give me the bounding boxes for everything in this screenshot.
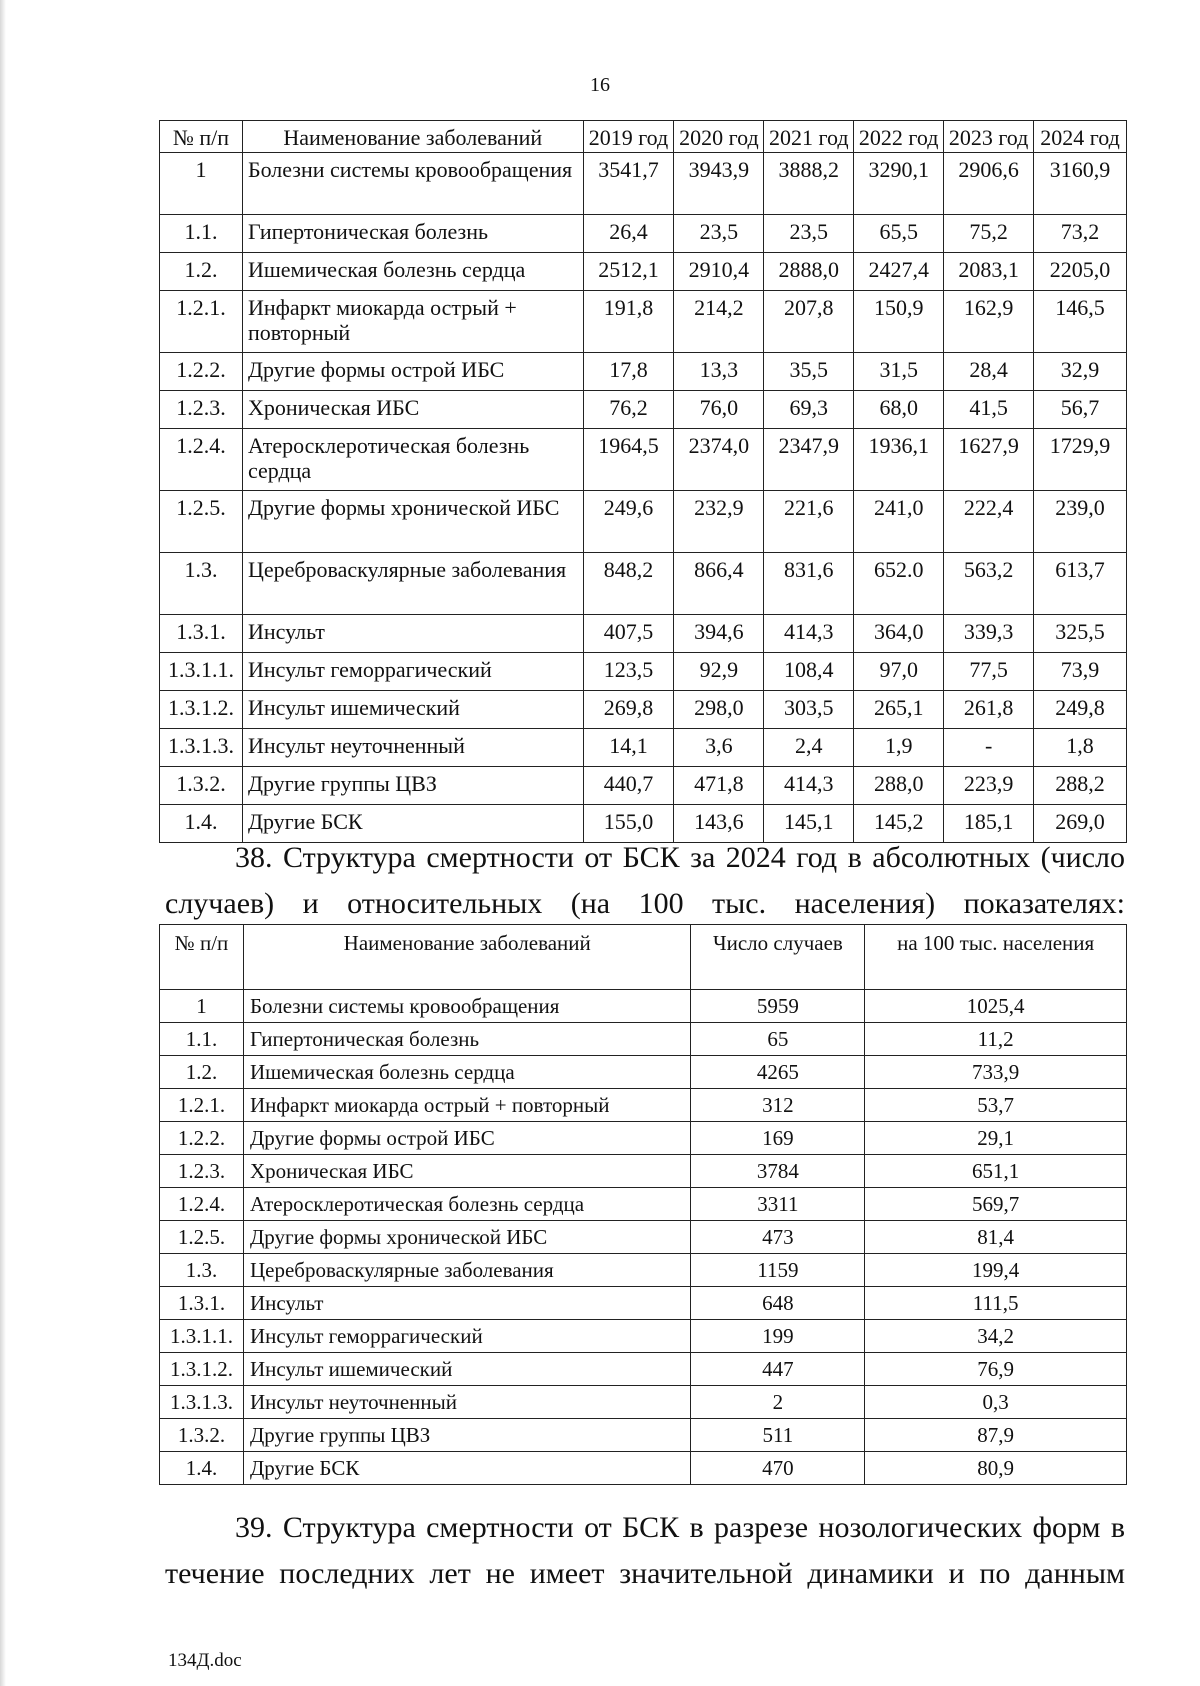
disease-name-cell: Инсульт	[242, 615, 583, 653]
disease-name-cell: Болезни системы кровообращения	[243, 990, 691, 1023]
year-value-cell: 143,6	[674, 805, 764, 843]
year-value-cell: 613,7	[1034, 553, 1127, 615]
cases-cell: 312	[691, 1089, 865, 1122]
disease-name-cell: Хроническая ИБС	[242, 391, 583, 429]
year-value-cell: 14,1	[583, 729, 674, 767]
disease-name-cell: Другие формы хронической ИБС	[243, 1221, 691, 1254]
table-row	[160, 215, 1127, 253]
year-value-cell: 76,0	[674, 391, 764, 429]
year-value-cell: 75,2	[944, 215, 1034, 253]
year-value-cell: 325,5	[1034, 615, 1127, 653]
year-value-cell: 3888,2	[764, 153, 854, 215]
disease-name-cell: Другие БСК	[243, 1452, 691, 1485]
row-number-cell: 1.2.	[160, 1056, 244, 1089]
year-value-cell: 92,9	[674, 653, 764, 691]
year-value-cell: 288,2	[1034, 767, 1127, 805]
table-row	[160, 615, 1127, 653]
row-number-cell: 1.2.2.	[160, 1122, 244, 1155]
table-row	[160, 1089, 1127, 1122]
row-number-cell: 1.3.1.2.	[160, 1353, 244, 1386]
year-value-cell: 65,5	[854, 215, 944, 253]
table-row	[160, 1452, 1127, 1485]
table-row	[160, 1353, 1127, 1386]
year-value-cell: 68,0	[854, 391, 944, 429]
table-row	[160, 553, 1127, 615]
row-number-cell: 1	[160, 153, 243, 215]
table-row	[160, 1188, 1127, 1221]
year-value-cell: 97,0	[854, 653, 944, 691]
table-row	[160, 1320, 1127, 1353]
year-value-cell: 26,4	[583, 215, 674, 253]
per-100k-cell: 1025,4	[865, 990, 1127, 1023]
year-value-cell: 269,0	[1034, 805, 1127, 843]
header-cell: Наименование заболеваний	[242, 121, 583, 153]
page-number: 16	[590, 74, 610, 96]
year-value-cell: 221,6	[764, 491, 854, 553]
year-value-cell: 207,8	[764, 291, 854, 353]
disease-name-cell: Инфаркт миокарда острый + повторный	[242, 291, 583, 353]
year-value-cell: 1,8	[1034, 729, 1127, 767]
year-value-cell: 414,3	[764, 767, 854, 805]
cases-cell: 169	[691, 1122, 865, 1155]
table-row	[160, 291, 1127, 353]
cases-cell: 473	[691, 1221, 865, 1254]
disease-name-cell: Инсульт геморрагический	[243, 1320, 691, 1353]
table-row	[160, 429, 1127, 491]
year-value-cell: 185,1	[944, 805, 1034, 843]
year-value-cell: 23,5	[674, 215, 764, 253]
year-value-cell: 269,8	[583, 691, 674, 729]
disease-name-cell: Хроническая ИБС	[243, 1155, 691, 1188]
cases-cell: 4265	[691, 1056, 865, 1089]
per-100k-cell: 80,9	[865, 1452, 1127, 1485]
year-value-cell: 249,6	[583, 491, 674, 553]
year-value-cell: 223,9	[944, 767, 1034, 805]
header-cell: на 100 тыс. населения	[865, 925, 1127, 990]
table-row	[160, 990, 1127, 1023]
disease-name-cell: Гипертоническая болезнь	[242, 215, 583, 253]
year-value-cell: 76,2	[583, 391, 674, 429]
year-value-cell: 831,6	[764, 553, 854, 615]
row-number-cell: 1.3.1.	[160, 615, 243, 653]
paragraph-38-text: 38. Структура смертности от БСК за 2024 год в абсолютных (число случаев) и относительных (на 100 тыс. населения) показателях:	[165, 841, 1125, 920]
header-cell: 2023 год	[944, 121, 1034, 153]
year-value-cell: 2205,0	[1034, 253, 1127, 291]
table-row	[160, 1023, 1127, 1056]
year-value-cell: 239,0	[1034, 491, 1127, 553]
table-header-row	[160, 925, 1127, 990]
year-value-cell: 1964,5	[583, 429, 674, 491]
year-value-cell: 2910,4	[674, 253, 764, 291]
disease-name-cell: Атеросклеротическая болезнь сердца	[242, 429, 583, 491]
row-number-cell: 1.3.2.	[160, 1419, 244, 1452]
header-cell: 2021 год	[764, 121, 854, 153]
row-number-cell: 1.3.	[160, 1254, 244, 1287]
table-row	[160, 491, 1127, 553]
disease-name-cell: Цереброваскулярные заболевания	[243, 1254, 691, 1287]
year-value-cell: 3160,9	[1034, 153, 1127, 215]
table-row	[160, 153, 1127, 215]
year-value-cell: 13,3	[674, 353, 764, 391]
year-value-cell: 155,0	[583, 805, 674, 843]
year-value-cell: 123,5	[583, 653, 674, 691]
disease-name-cell: Ишемическая болезнь сердца	[242, 253, 583, 291]
per-100k-cell: 34,2	[865, 1320, 1127, 1353]
disease-name-cell: Инфаркт миокарда острый + повторный	[243, 1089, 691, 1122]
disease-name-cell: Инсульт ишемический	[243, 1353, 691, 1386]
row-number-cell: 1.2.4.	[160, 429, 243, 491]
year-value-cell: 2083,1	[944, 253, 1034, 291]
per-100k-cell: 199,4	[865, 1254, 1127, 1287]
row-number-cell: 1.2.1.	[160, 291, 243, 353]
per-100k-cell: 81,4	[865, 1221, 1127, 1254]
header-cell: 2019 год	[583, 121, 674, 153]
year-value-cell: 1,9	[854, 729, 944, 767]
disease-name-cell: Инсульт неуточненный	[242, 729, 583, 767]
per-100k-cell: 0,3	[865, 1386, 1127, 1419]
per-100k-cell: 76,9	[865, 1353, 1127, 1386]
year-value-cell: 2427,4	[854, 253, 944, 291]
per-100k-cell: 111,5	[865, 1287, 1127, 1320]
header-cell: № п/п	[160, 925, 244, 990]
scan-edge	[0, 0, 6, 1686]
year-value-cell: 1729,9	[1034, 429, 1127, 491]
year-value-cell: 28,4	[944, 353, 1034, 391]
mortality-structure-2024-table	[159, 924, 1127, 1485]
year-value-cell: 339,3	[944, 615, 1034, 653]
year-value-cell: 414,3	[764, 615, 854, 653]
year-value-cell: 32,9	[1034, 353, 1127, 391]
year-value-cell: 563,2	[944, 553, 1034, 615]
disease-name-cell: Другие формы острой ИБС	[242, 353, 583, 391]
table-row	[160, 691, 1127, 729]
year-value-cell: 3,6	[674, 729, 764, 767]
year-value-cell: 848,2	[583, 553, 674, 615]
cases-cell: 65	[691, 1023, 865, 1056]
paragraph-38	[165, 835, 1125, 927]
table-row	[160, 1056, 1127, 1089]
disease-name-cell: Другие группы ЦВЗ	[242, 767, 583, 805]
row-number-cell: 1.1.	[160, 215, 243, 253]
year-value-cell: 241,0	[854, 491, 944, 553]
row-number-cell: 1.2.5.	[160, 1221, 244, 1254]
per-100k-cell: 651,1	[865, 1155, 1127, 1188]
row-number-cell: 1.4.	[160, 1452, 244, 1485]
year-value-cell: 265,1	[854, 691, 944, 729]
per-100k-cell: 87,9	[865, 1419, 1127, 1452]
paragraph-39-text: 39. Структура смертности от БСК в разрезе нозологических форм в течение последних лет не имеет значительной динамики и по данным	[165, 1511, 1125, 1590]
year-value-cell: 2906,6	[944, 153, 1034, 215]
header-cell: № п/п	[160, 121, 243, 153]
row-number-cell: 1.3.1.2.	[160, 691, 243, 729]
year-value-cell: 303,5	[764, 691, 854, 729]
year-value-cell: 35,5	[764, 353, 854, 391]
row-number-cell: 1.1.	[160, 1023, 244, 1056]
per-100k-cell: 569,7	[865, 1188, 1127, 1221]
year-value-cell: 146,5	[1034, 291, 1127, 353]
year-value-cell: 77,5	[944, 653, 1034, 691]
row-number-cell: 1.3.1.3.	[160, 1386, 244, 1419]
year-value-cell: 261,8	[944, 691, 1034, 729]
year-value-cell: 407,5	[583, 615, 674, 653]
year-value-cell: 298,0	[674, 691, 764, 729]
header-cell: Число случаев	[691, 925, 865, 990]
disease-name-cell: Инсульт неуточненный	[243, 1386, 691, 1419]
table-row	[160, 1155, 1127, 1188]
cases-cell: 1159	[691, 1254, 865, 1287]
year-value-cell: 56,7	[1034, 391, 1127, 429]
row-number-cell: 1.2.3.	[160, 1155, 244, 1188]
disease-name-cell: Инсульт геморрагический	[242, 653, 583, 691]
header-cell: 2020 год	[674, 121, 764, 153]
cases-cell: 447	[691, 1353, 865, 1386]
year-value-cell: -	[944, 729, 1034, 767]
table-row	[160, 653, 1127, 691]
row-number-cell: 1.2.5.	[160, 491, 243, 553]
row-number-cell: 1.4.	[160, 805, 243, 843]
year-value-cell: 41,5	[944, 391, 1034, 429]
row-number-cell: 1.3.	[160, 553, 243, 615]
year-value-cell: 2,4	[764, 729, 854, 767]
cases-cell: 648	[691, 1287, 865, 1320]
row-number-cell: 1	[160, 990, 244, 1023]
year-value-cell: 191,8	[583, 291, 674, 353]
header-cell: 2024 год	[1034, 121, 1127, 153]
table-row	[160, 1287, 1127, 1320]
year-value-cell: 222,4	[944, 491, 1034, 553]
table-row	[160, 1419, 1127, 1452]
row-number-cell: 1.2.2.	[160, 353, 243, 391]
year-value-cell: 440,7	[583, 767, 674, 805]
row-number-cell: 1.3.1.1.	[160, 653, 243, 691]
disease-name-cell: Другие формы хронической ИБС	[242, 491, 583, 553]
year-value-cell: 162,9	[944, 291, 1034, 353]
year-value-cell: 288,0	[854, 767, 944, 805]
year-value-cell: 1627,9	[944, 429, 1034, 491]
footer-filename: 134Д.doc	[168, 1650, 242, 1671]
table-row	[160, 729, 1127, 767]
year-value-cell: 214,2	[674, 291, 764, 353]
disease-name-cell: Болезни системы кровообращения	[242, 153, 583, 215]
row-number-cell: 1.3.1.	[160, 1287, 244, 1320]
year-value-cell: 73,9	[1034, 653, 1127, 691]
year-value-cell: 1936,1	[854, 429, 944, 491]
header-cell: 2022 год	[854, 121, 944, 153]
year-value-cell: 145,2	[854, 805, 944, 843]
table-row	[160, 1386, 1127, 1419]
mortality-dynamics-table	[159, 120, 1127, 843]
disease-name-cell: Гипертоническая болезнь	[243, 1023, 691, 1056]
disease-name-cell: Атеросклеротическая болезнь сердца	[243, 1188, 691, 1221]
year-value-cell: 31,5	[854, 353, 944, 391]
disease-name-cell: Другие группы ЦВЗ	[243, 1419, 691, 1452]
row-number-cell: 1.2.3.	[160, 391, 243, 429]
row-number-cell: 1.3.1.1.	[160, 1320, 244, 1353]
per-100k-cell: 53,7	[865, 1089, 1127, 1122]
row-number-cell: 1.2.	[160, 253, 243, 291]
table-row	[160, 391, 1127, 429]
disease-name-cell: Инсульт	[243, 1287, 691, 1320]
per-100k-cell: 11,2	[865, 1023, 1127, 1056]
year-value-cell: 471,8	[674, 767, 764, 805]
year-value-cell: 17,8	[583, 353, 674, 391]
disease-name-cell: Другие БСК	[242, 805, 583, 843]
year-value-cell: 73,2	[1034, 215, 1127, 253]
cases-cell: 470	[691, 1452, 865, 1485]
cases-cell: 3784	[691, 1155, 865, 1188]
disease-name-cell: Ишемическая болезнь сердца	[243, 1056, 691, 1089]
per-100k-cell: 733,9	[865, 1056, 1127, 1089]
cases-cell: 199	[691, 1320, 865, 1353]
year-value-cell: 249,8	[1034, 691, 1127, 729]
table-header-row	[160, 121, 1127, 153]
table-row	[160, 253, 1127, 291]
disease-name-cell: Цереброваскулярные заболевания	[242, 553, 583, 615]
year-value-cell: 866,4	[674, 553, 764, 615]
year-value-cell: 2347,9	[764, 429, 854, 491]
row-number-cell: 1.3.2.	[160, 767, 243, 805]
table-row	[160, 1221, 1127, 1254]
per-100k-cell: 29,1	[865, 1122, 1127, 1155]
row-number-cell: 1.3.1.3.	[160, 729, 243, 767]
year-value-cell: 652.0	[854, 553, 944, 615]
row-number-cell: 1.2.4.	[160, 1188, 244, 1221]
year-value-cell: 364,0	[854, 615, 944, 653]
paragraph-39	[165, 1505, 1125, 1597]
year-value-cell: 108,4	[764, 653, 854, 691]
cases-cell: 511	[691, 1419, 865, 1452]
disease-name-cell: Другие формы острой ИБС	[243, 1122, 691, 1155]
year-value-cell: 145,1	[764, 805, 854, 843]
year-value-cell: 3541,7	[583, 153, 674, 215]
year-value-cell: 3943,9	[674, 153, 764, 215]
table-row	[160, 1122, 1127, 1155]
cases-cell: 5959	[691, 990, 865, 1023]
year-value-cell: 150,9	[854, 291, 944, 353]
cases-cell: 3311	[691, 1188, 865, 1221]
year-value-cell: 3290,1	[854, 153, 944, 215]
table-row	[160, 1254, 1127, 1287]
table-row	[160, 353, 1127, 391]
year-value-cell: 232,9	[674, 491, 764, 553]
year-value-cell: 394,6	[674, 615, 764, 653]
year-value-cell: 69,3	[764, 391, 854, 429]
year-value-cell: 2512,1	[583, 253, 674, 291]
row-number-cell: 1.2.1.	[160, 1089, 244, 1122]
year-value-cell: 23,5	[764, 215, 854, 253]
disease-name-cell: Инсульт ишемический	[242, 691, 583, 729]
year-value-cell: 2888,0	[764, 253, 854, 291]
cases-cell: 2	[691, 1386, 865, 1419]
header-cell: Наименование заболеваний	[243, 925, 691, 990]
table-row	[160, 767, 1127, 805]
year-value-cell: 2374,0	[674, 429, 764, 491]
